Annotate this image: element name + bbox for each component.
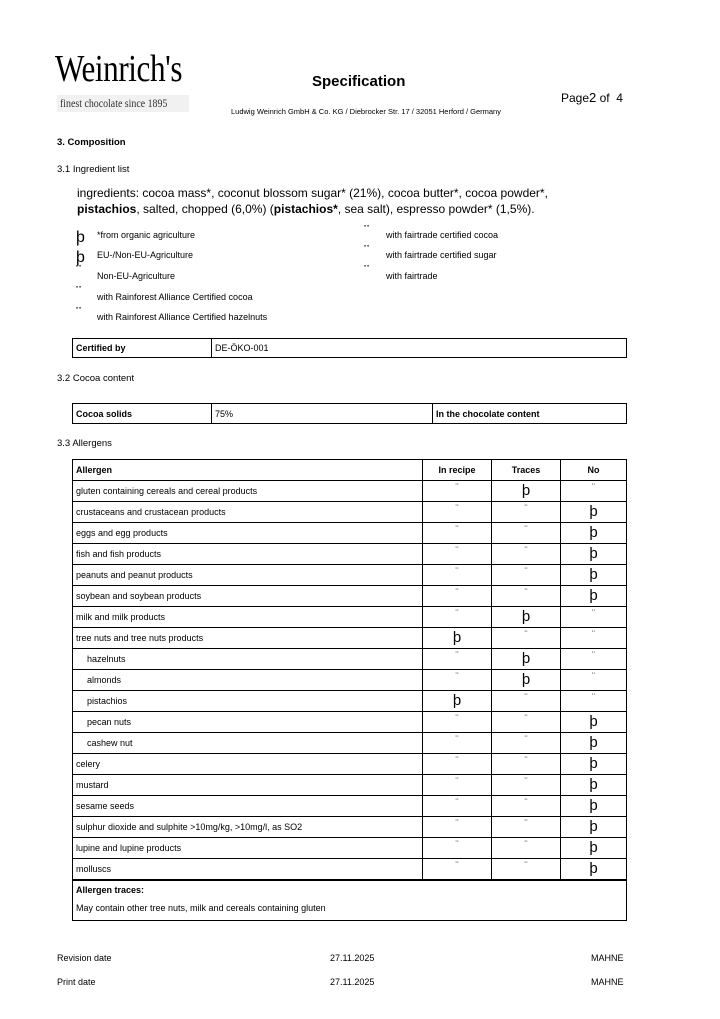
- cell-in-recipe: [423, 481, 492, 502]
- unchecked-icon: ¨: [455, 713, 459, 723]
- certified-by-value: DE-ÖKO-001: [212, 339, 627, 358]
- cell-traces: [492, 796, 561, 817]
- allergen-name: eggs and egg products: [73, 523, 423, 544]
- unchecked-icon: ¨: [455, 482, 459, 492]
- cell-traces: [492, 712, 561, 733]
- cocoa-content-table: [72, 403, 627, 424]
- unchecked-icon: ¨: [455, 650, 459, 660]
- unchecked-icon: ¨: [524, 818, 528, 828]
- checked-icon: þ: [589, 565, 598, 583]
- cell-no: [561, 712, 627, 733]
- ingredients-part: , sea salt), espresso powder* (1,5%).: [337, 202, 535, 216]
- checked-icon: þ: [521, 481, 531, 499]
- legend-unchecked-icon: ¨: [364, 243, 370, 260]
- page-current: 2: [589, 90, 597, 105]
- cell-in-recipe: [423, 628, 492, 649]
- revision-date-label: Revision date: [57, 953, 112, 963]
- allergen-name: pistachios: [73, 691, 423, 712]
- unchecked-icon: ¨: [455, 524, 459, 534]
- unchecked-icon: ¨: [592, 650, 595, 660]
- certified-by-label: Certified by: [73, 339, 212, 358]
- allergen-header: Allergen: [73, 460, 423, 481]
- allergen-name: hazelnuts: [73, 649, 423, 670]
- unchecked-icon: ¨: [455, 671, 459, 681]
- allergen-name: crustaceans and crustacean products: [73, 502, 423, 523]
- revision-user: MAHNE: [591, 953, 624, 963]
- cell-traces: [492, 838, 561, 859]
- cell-traces: [492, 523, 561, 544]
- legend-rainforest-hazelnuts: with Rainforest Alliance Certified hazelnuts: [97, 312, 268, 322]
- cell-in-recipe: [423, 649, 492, 670]
- checked-icon: þ: [589, 838, 598, 856]
- subsection-cocoa-content: 3.2 Cocoa content: [57, 373, 135, 384]
- table-row: [73, 859, 627, 880]
- traces-header: Traces: [492, 460, 561, 481]
- table-row: [73, 817, 627, 838]
- legend-rainforest-cocoa: with Rainforest Alliance Certified cocoa: [97, 292, 253, 302]
- checked-icon: þ: [521, 670, 531, 688]
- legend-checked-icon: þ: [76, 229, 85, 246]
- cell-traces: [492, 607, 561, 628]
- cell-traces: [492, 565, 561, 586]
- cell-no: [561, 670, 627, 691]
- page-indicator: [561, 90, 623, 105]
- cell-in-recipe: [423, 565, 492, 586]
- section-heading-composition: 3. Composition: [57, 137, 126, 148]
- document-title: Specification: [312, 73, 406, 90]
- subsection-ingredient-list: 3.1 Ingredient list: [57, 164, 130, 175]
- cell-no: [561, 586, 627, 607]
- ingredients-text: [77, 185, 577, 217]
- unchecked-icon: ¨: [455, 755, 459, 765]
- allergen-name: lupine and lupine products: [73, 838, 423, 859]
- cell-no: [561, 733, 627, 754]
- cell-traces: [492, 733, 561, 754]
- allergen-name: gluten containing cereals and cereal products: [73, 481, 423, 502]
- table-row: [73, 691, 627, 712]
- checked-icon: þ: [452, 691, 462, 709]
- allergen-name: fish and fish products: [73, 544, 423, 565]
- cell-no: [561, 544, 627, 565]
- checked-icon: þ: [589, 544, 598, 562]
- checked-icon: þ: [589, 754, 598, 772]
- table-row: [73, 565, 627, 586]
- unchecked-icon: ¨: [592, 692, 595, 702]
- checked-icon: þ: [521, 607, 531, 625]
- checked-icon: þ: [589, 859, 598, 877]
- cell-no: [561, 523, 627, 544]
- cell-traces: [492, 670, 561, 691]
- certified-by-table: [72, 338, 627, 358]
- unchecked-icon: ¨: [455, 587, 459, 597]
- checked-icon: þ: [589, 733, 598, 751]
- legend-unchecked-icon: ¨: [76, 305, 82, 322]
- cell-traces: [492, 817, 561, 838]
- checked-icon: þ: [452, 628, 462, 646]
- checked-icon: þ: [589, 817, 598, 835]
- cell-no: [561, 838, 627, 859]
- unchecked-icon: ¨: [455, 545, 459, 555]
- unchecked-icon: ¨: [524, 587, 528, 597]
- company-logo: Weinrich's: [55, 48, 183, 90]
- allergen-name: molluscs: [73, 859, 423, 880]
- cell-in-recipe: [423, 544, 492, 565]
- cell-in-recipe: [423, 838, 492, 859]
- table-row: [73, 670, 627, 691]
- cell-traces: [492, 586, 561, 607]
- cocoa-solids-note: In the chocolate content: [433, 404, 627, 424]
- unchecked-icon: ¨: [524, 755, 528, 765]
- cell-no: [561, 628, 627, 649]
- unchecked-icon: ¨: [455, 797, 459, 807]
- legend-fairtrade-sugar: with fairtrade certified sugar: [386, 250, 497, 260]
- unchecked-icon: ¨: [524, 860, 528, 870]
- page-of: of: [599, 91, 610, 105]
- legend-checked-icon: þ: [76, 249, 85, 266]
- no-header: No: [561, 460, 627, 481]
- cell-no: [561, 607, 627, 628]
- cell-traces: [492, 502, 561, 523]
- unchecked-icon: ¨: [592, 671, 595, 681]
- table-row: [73, 733, 627, 754]
- cell-traces: [492, 544, 561, 565]
- in-recipe-header: In recipe: [423, 460, 492, 481]
- ingredients-allergen-bold: pistachios*: [273, 202, 338, 216]
- cell-in-recipe: [423, 607, 492, 628]
- table-row: [73, 796, 627, 817]
- page-total: 4: [616, 91, 623, 105]
- unchecked-icon: ¨: [524, 545, 528, 555]
- cell-in-recipe: [423, 523, 492, 544]
- cell-no: [561, 649, 627, 670]
- legend-fairtrade-cocoa: with fairtrade certified cocoa: [386, 230, 499, 240]
- cell-in-recipe: [423, 754, 492, 775]
- legend-unchecked-icon: ¨: [76, 263, 82, 280]
- checked-icon: þ: [589, 712, 598, 730]
- allergen-name: sulphur dioxide and sulphite >10mg/kg, >10mg/l, as SO2: [73, 817, 423, 838]
- cell-traces: [492, 481, 561, 502]
- allergen-name: almonds: [73, 670, 423, 691]
- allergens-table: [72, 459, 627, 880]
- unchecked-icon: ¨: [592, 608, 595, 618]
- table-row: [73, 502, 627, 523]
- cell-no: [561, 859, 627, 880]
- cell-traces: [492, 649, 561, 670]
- logo-tagline: finest chocolate since 1895: [60, 98, 168, 110]
- checked-icon: þ: [521, 649, 531, 667]
- cell-in-recipe: [423, 670, 492, 691]
- table-row: [73, 649, 627, 670]
- allergen-traces-label: Allergen traces:: [76, 885, 145, 895]
- company-address: Ludwig Weinrich GmbH & Co. KG / Diebrocker Str. 17 / 32051 Herford / Germany: [231, 107, 501, 116]
- unchecked-icon: ¨: [592, 482, 595, 492]
- cell-traces: [492, 775, 561, 796]
- checked-icon: þ: [589, 502, 598, 520]
- unchecked-icon: ¨: [524, 797, 528, 807]
- revision-date-value: 27.11.2025: [330, 953, 375, 963]
- table-row: [73, 544, 627, 565]
- unchecked-icon: ¨: [592, 629, 595, 639]
- legend-non-eu: Non-EU-Agriculture: [97, 271, 176, 281]
- table-row: [73, 523, 627, 544]
- unchecked-icon: ¨: [524, 734, 528, 744]
- cell-no: [561, 565, 627, 586]
- legend-organic: *from organic agriculture: [97, 230, 196, 240]
- unchecked-icon: ¨: [524, 629, 528, 639]
- allergen-name: mustard: [73, 775, 423, 796]
- unchecked-icon: ¨: [455, 776, 459, 786]
- cell-in-recipe: [423, 733, 492, 754]
- cell-in-recipe: [423, 691, 492, 712]
- page-label: Page: [561, 91, 590, 105]
- allergen-name: tree nuts and tree nuts products: [73, 628, 423, 649]
- legend-eu-non-eu: EU-/Non-EU-Agriculture: [97, 250, 194, 260]
- unchecked-icon: ¨: [524, 713, 528, 723]
- allergen-name: peanuts and peanut products: [73, 565, 423, 586]
- table-row: [73, 838, 627, 859]
- allergen-name: celery: [73, 754, 423, 775]
- cell-no: [561, 691, 627, 712]
- table-row: [73, 628, 627, 649]
- checked-icon: þ: [589, 523, 598, 541]
- cell-traces: [492, 754, 561, 775]
- unchecked-icon: ¨: [524, 503, 528, 513]
- cell-in-recipe: [423, 775, 492, 796]
- allergen-name: sesame seeds: [73, 796, 423, 817]
- unchecked-icon: ¨: [524, 524, 528, 534]
- cell-in-recipe: [423, 502, 492, 523]
- cell-no: [561, 481, 627, 502]
- cell-in-recipe: [423, 817, 492, 838]
- checked-icon: þ: [589, 796, 598, 814]
- unchecked-icon: ¨: [455, 818, 459, 828]
- cell-no: [561, 754, 627, 775]
- ingredients-part: , salted, chopped (6,0%) (: [136, 202, 274, 216]
- allergen-traces-text: May contain other tree nuts, milk and cereals containing gluten: [76, 903, 326, 913]
- cocoa-solids-value: 75%: [212, 404, 433, 424]
- unchecked-icon: ¨: [455, 734, 459, 744]
- cocoa-solids-label: Cocoa solids: [73, 404, 212, 424]
- cell-no: [561, 775, 627, 796]
- cell-traces: [492, 691, 561, 712]
- cell-no: [561, 796, 627, 817]
- unchecked-icon: ¨: [455, 503, 459, 513]
- subsection-allergens: 3.3 Allergens: [57, 438, 112, 449]
- table-row: [73, 712, 627, 733]
- unchecked-icon: ¨: [455, 608, 459, 618]
- allergen-name: soybean and soybean products: [73, 586, 423, 607]
- cell-no: [561, 817, 627, 838]
- cell-in-recipe: [423, 586, 492, 607]
- ingredients-allergen-bold: pistachios: [77, 202, 137, 216]
- legend-fairtrade: with fairtrade: [386, 271, 438, 281]
- cell-traces: [492, 859, 561, 880]
- table-row: [73, 481, 627, 502]
- cell-no: [561, 502, 627, 523]
- cell-in-recipe: [423, 712, 492, 733]
- unchecked-icon: ¨: [524, 566, 528, 576]
- unchecked-icon: ¨: [455, 566, 459, 576]
- table-row: [73, 607, 627, 628]
- print-user: MAHNE: [591, 977, 624, 987]
- table-row: [73, 775, 627, 796]
- cell-in-recipe: [423, 796, 492, 817]
- allergen-name: pecan nuts: [73, 712, 423, 733]
- checked-icon: þ: [589, 586, 598, 604]
- unchecked-icon: ¨: [455, 839, 459, 849]
- cell-traces: [492, 628, 561, 649]
- unchecked-icon: ¨: [524, 839, 528, 849]
- allergen-name: milk and milk products: [73, 607, 423, 628]
- legend-unchecked-icon: ¨: [76, 284, 82, 301]
- legend-unchecked-icon: ¨: [364, 263, 370, 280]
- ingredients-part: ingredients: cocoa mass*, coconut blossom sugar* (21%), cocoa butter*, cocoa powder*,: [77, 186, 548, 200]
- table-row: [73, 586, 627, 607]
- cell-in-recipe: [423, 859, 492, 880]
- legend-unchecked-icon: ¨: [364, 223, 370, 240]
- table-row: [73, 754, 627, 775]
- allergen-name: cashew nut: [73, 733, 423, 754]
- print-date-label: Print date: [57, 977, 96, 987]
- unchecked-icon: ¨: [455, 860, 459, 870]
- print-date-value: 27.11.2025: [330, 977, 375, 987]
- unchecked-icon: ¨: [524, 776, 528, 786]
- checked-icon: þ: [589, 775, 598, 793]
- allergen-traces-box: [72, 880, 627, 921]
- unchecked-icon: ¨: [524, 692, 528, 702]
